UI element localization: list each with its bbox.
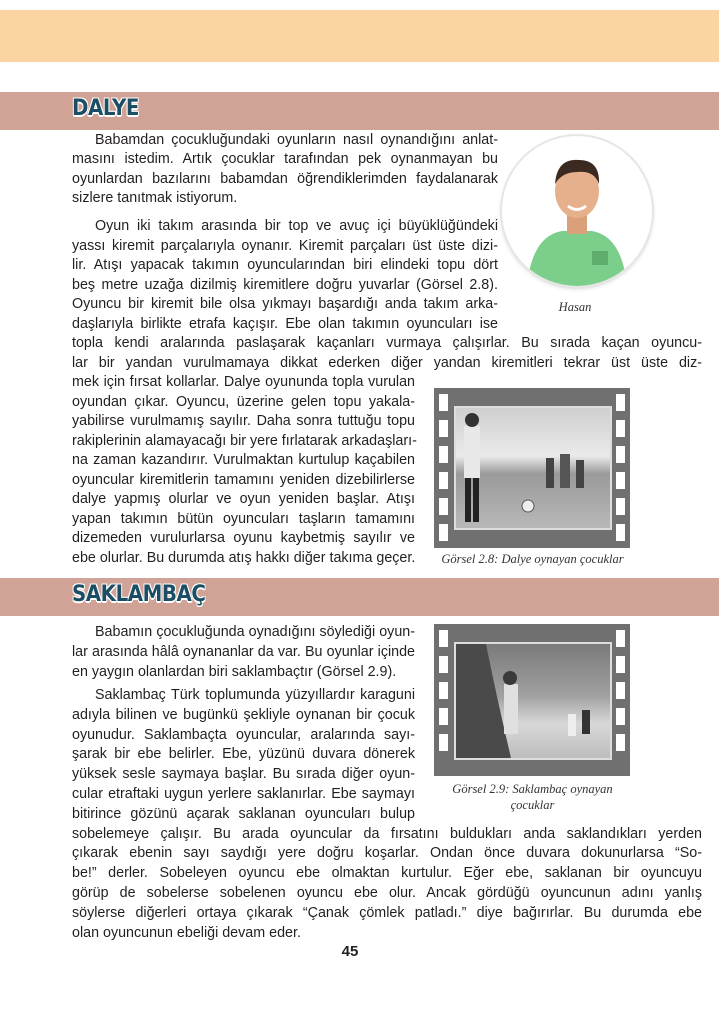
- film-sprocket-hole: [439, 524, 448, 541]
- text-line: söylerse diğerleri ortaya çıkarak “Çanak çömlek patladı.” diye bağırırlar. Bu durumda ebe: [72, 904, 702, 921]
- text-line: na zaman kazandırır. Vurulmaktan kurtulup kaçabilen: [72, 452, 415, 468]
- section-title-saklambac: SAKLAMBAÇ: [72, 582, 206, 607]
- text-line: yassı kiremit parçalarıyla oynanır. Kiremit parçaları üst üste dizi-: [72, 237, 498, 254]
- text-line: Saklambaç Türk toplumunda yüzyıllardır karaguni: [95, 687, 415, 703]
- film-sprocket-hole: [439, 472, 448, 489]
- text-line: sizlere tanıtmak istiyorum.: [72, 190, 238, 207]
- text-line: mek için fırsat kollarlar. Dalye oyununda topla vurulan: [72, 374, 415, 390]
- text-line: cular etraftaki uygun yerlere saklanırlar. Ebe saymayı: [72, 786, 415, 802]
- film-sprocket-hole: [616, 524, 625, 541]
- text-line: dalye yapmış olurlar ve oyun yeniden başlar. Atışı: [72, 491, 415, 507]
- text-line: rakiplerinin alamayacağı bir yere fırlatarak arkadaşları-: [72, 432, 417, 449]
- text-line: görüp de sobelerse sobelenen oyuncu ebe olur. Ancak gördüğü oyuncunun adını yanlış: [72, 885, 702, 901]
- figure-2-9-film-frame: [434, 624, 630, 776]
- children-playing-hide-and-seek-image: [456, 644, 610, 758]
- film-sprocket-hole: [616, 420, 625, 437]
- text-line: Oyun iki takım arasında bir top ve avuç içi büyüklüğündeki: [95, 218, 498, 234]
- text-line: oyuncular kiremitlerin tamamını yeniden dizebilirlerse: [72, 471, 415, 488]
- figure-2-8-caption: Görsel 2.8: Dalye oynayan çocuklar: [441, 552, 624, 566]
- film-sprocket-hole: [439, 420, 448, 437]
- text-line: çıkarak ebenin sayı saydığı yere doğru koşarlar. Ondan önce duvara dokunurlarsa “So-: [72, 845, 702, 862]
- film-sprocket-hole: [616, 472, 625, 489]
- film-sprocket-hole: [616, 682, 625, 699]
- portrait-caption: Hasan: [558, 300, 592, 314]
- text-line: dizemeden vurulurlarsa oyunu kaybetmiş sayılır ve: [72, 530, 415, 546]
- text-line: yüksek sesle saymaya başlar. Bu sırada diğer oyun-: [72, 766, 415, 783]
- figure-2-9-photo: [454, 642, 612, 760]
- children-playing-dalye-image: [456, 408, 610, 528]
- film-sprocket-hole: [616, 734, 625, 751]
- text-line: lar arasında hâlâ oynananlar da var. Bu oyunlar içinde: [72, 644, 415, 660]
- text-line: ebe olurlar. Bu durumda atış hakkı diğer takıma geçer.: [72, 549, 416, 566]
- figure-2-9-caption-line-2: çocuklar: [510, 798, 555, 812]
- text-line: lir. Atışı yapacak takımın oyuncularından biri elindeki topu dört: [72, 257, 498, 273]
- text-line: adıyla bilinen ve bugünkü şekliyle oynanan bir çocuk: [72, 706, 415, 723]
- text-line: lar bir yandan vurulmamaya dikkat ederken diğer yandan kiremitleri tekrar üst üste diz-: [72, 354, 702, 371]
- film-sprocket-hole: [616, 630, 625, 647]
- figure-2-8-photo: [454, 406, 612, 530]
- text-line: Babamın çocukluğunda oynadığını söylediği oyun-: [95, 624, 415, 640]
- film-sprocket-hole: [439, 446, 448, 463]
- text-line: şarak bir ebe belirler. Ebe, yüzünü duvara dönerek: [72, 746, 415, 763]
- film-sprocket-hole: [439, 734, 448, 751]
- film-sprocket-hole: [439, 394, 448, 411]
- text-line: yabilirse vurulmamış sayılır. Daha sonra tuttuğu topu: [72, 413, 415, 429]
- film-sprocket-hole: [439, 498, 448, 515]
- text-line: Oyuncu bir kiremit bile olsa yıkmayı başardığı anda takım arka-: [72, 296, 498, 312]
- text-line: be!” derler. Sobeleyen oyuncu ebe olmaktan kurtulur. Eğer ebe, saklanan bir oyuncuyu: [72, 865, 702, 882]
- text-line: en yaygın olanlardan biri saklambaçtır (Görsel 2.9).: [72, 664, 397, 680]
- film-sprocket-hole: [616, 446, 625, 463]
- text-line: beş metre uzağa dizilmiş kiremitlere doğru yuvarlar (Görsel 2.8).: [72, 276, 498, 293]
- film-sprocket-hole: [616, 656, 625, 673]
- text-line: bitirince gözünü açarak saklanan oyuncuları bulup: [72, 805, 415, 822]
- boy-photo-icon: [502, 136, 652, 286]
- text-line: daşlarıyla birlikte etrafa kaçışır. Ebe olan takımın oyuncuları ise: [72, 315, 498, 332]
- film-sprocket-hole: [439, 656, 448, 673]
- text-line: topla kendi aralarında paslaşarak kaçanları vurmaya çalışırlar. Bu sırada kaçan oyuncu-: [72, 335, 702, 351]
- text-line: yapan takımın bütün oyuncuları taşların tamamını: [72, 510, 415, 527]
- text-line: Babamdan çocukluğundaki oyunların nasıl oynandığını anlat-: [95, 132, 498, 148]
- text-line: masını istedim. Artık çocuklar tarafından pek oynanmayan bu: [72, 151, 498, 168]
- text-line: oyundan çıkar. Oyuncu, üzerine gelen topu yakala-: [72, 393, 415, 410]
- text-line: sobelemeye çalışır. Bu arada oyuncular da fırsatını buldukları anda saklandıkları yerden: [72, 825, 702, 842]
- section-title-dalye: DALYE: [72, 96, 139, 121]
- film-sprocket-hole: [616, 498, 625, 515]
- figure-2-8-film-frame: [434, 388, 630, 548]
- figure-2-9-caption-line-1: Görsel 2.9: Saklambaç oynayan: [452, 782, 613, 796]
- text-line: oyunlardan bazılarını babamdan öğrendiklerimden faydalanarak: [72, 170, 498, 187]
- page-number: 45: [341, 943, 359, 960]
- portrait-hasan: [502, 136, 652, 286]
- text-line: oyunudur. Saklambaçta oyuncular, aralarında sayı-: [72, 726, 415, 743]
- film-sprocket-hole: [439, 630, 448, 647]
- film-sprocket-hole: [616, 394, 625, 411]
- text-line: olan oyuncunun ebeliği devam eder.: [72, 924, 301, 941]
- film-sprocket-hole: [439, 682, 448, 699]
- film-sprocket-hole: [439, 708, 448, 725]
- top-color-band: [0, 10, 719, 62]
- film-sprocket-hole: [616, 708, 625, 725]
